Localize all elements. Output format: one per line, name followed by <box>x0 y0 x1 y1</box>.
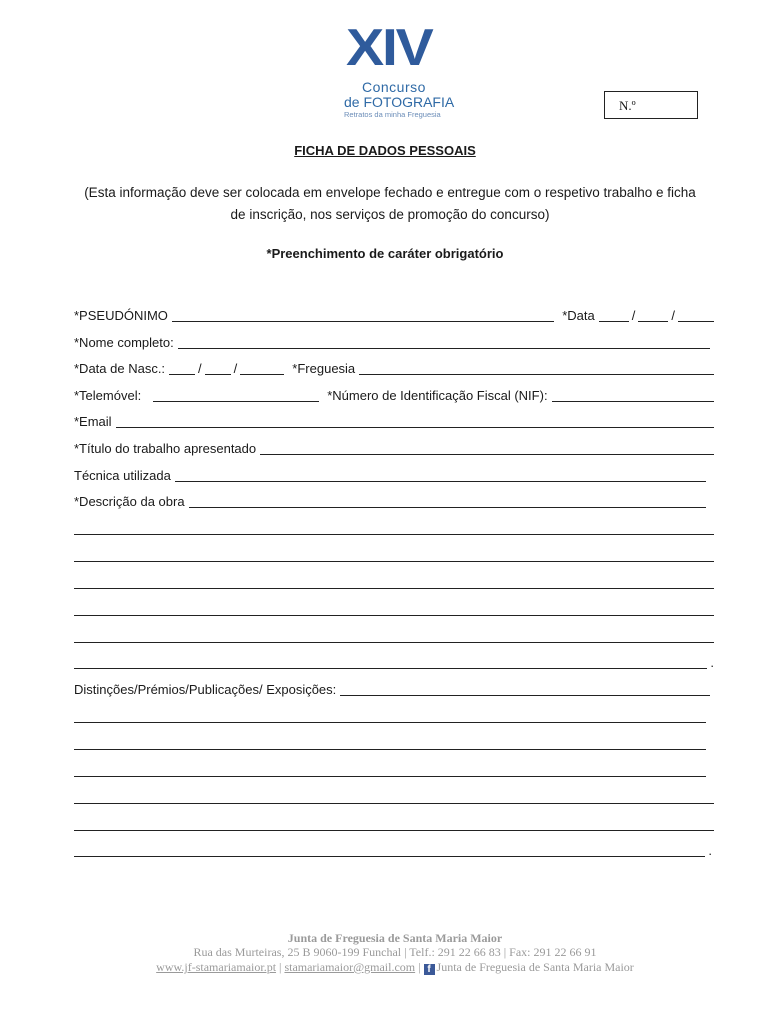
facebook-icon: f <box>424 964 435 975</box>
logo-line2: de FOTOGRAFIA <box>344 94 455 110</box>
full-name-label: *Nome completo: <box>74 335 174 350</box>
contest-logo <box>340 19 455 122</box>
distinctions-line-field[interactable] <box>74 708 706 723</box>
footer-links <box>0 960 770 975</box>
description-line <box>74 627 714 645</box>
footer-separator: | <box>279 960 282 974</box>
distinctions-line <box>74 815 714 833</box>
date-year-field[interactable] <box>678 307 714 322</box>
footer-organization: Junta de Freguesia de Santa Maria Maior <box>287 931 503 945</box>
distinctions-line-last <box>74 841 712 859</box>
birth-day-field[interactable] <box>169 360 195 375</box>
nif-label: *Número de Identificação Fiscal (NIF): <box>327 388 548 403</box>
footer-separator: | <box>418 960 421 974</box>
row-email <box>74 412 714 430</box>
distinctions-line-field[interactable] <box>74 842 705 857</box>
mandatory-note: *Preenchimento de caráter obrigatório <box>266 246 504 261</box>
description-line <box>74 519 714 537</box>
description-line-field[interactable] <box>74 574 714 589</box>
birth-slash: / <box>233 361 238 376</box>
date-label: *Data <box>562 308 595 323</box>
row-technique <box>74 466 706 484</box>
footer-address: Rua das Murteiras, 25 B 9060-199 Funchal | Telf.: 291 22 66 83 | Fax: 291 22 66 91 <box>193 945 597 959</box>
distinctions-line <box>74 734 706 752</box>
distinctions-line <box>74 761 706 779</box>
distinctions-line-field[interactable] <box>74 735 706 750</box>
description-label: *Descrição da obra <box>74 494 185 509</box>
distinctions-line-field[interactable] <box>74 789 714 804</box>
email-label: *Email <box>74 414 112 429</box>
logo-numeral: XIV <box>346 19 432 77</box>
nif-field[interactable] <box>552 387 714 402</box>
phone-field[interactable] <box>153 387 319 402</box>
description-line-field[interactable] <box>74 654 707 669</box>
parish-field[interactable] <box>359 360 714 375</box>
parish-label: *Freguesia <box>292 361 356 376</box>
technique-field[interactable] <box>175 467 706 482</box>
distinctions-line <box>74 788 714 806</box>
technique-label: Técnica utilizada <box>74 468 171 483</box>
distinctions-line <box>74 707 706 725</box>
description-field[interactable] <box>189 493 706 508</box>
description-line-field[interactable] <box>74 601 714 616</box>
row-full-name <box>74 333 710 351</box>
birth-date-label: *Data de Nasc.: <box>74 361 166 376</box>
date-slash: / <box>671 308 675 323</box>
date-day-field[interactable] <box>599 307 629 322</box>
full-name-field[interactable] <box>178 334 710 349</box>
birth-month-field[interactable] <box>205 360 231 375</box>
phone-label: *Telemóvel: <box>74 388 142 403</box>
date-slash: / <box>631 308 636 323</box>
work-title-label: *Título do trabalho apresentado <box>74 441 257 456</box>
description-line <box>74 546 714 564</box>
distinctions-field[interactable] <box>340 681 710 696</box>
facebook-page-link[interactable]: Junta de Freguesia de Santa Maria Maior <box>436 960 634 974</box>
row-work-title <box>74 439 714 457</box>
work-title-field[interactable] <box>260 440 714 455</box>
pseudonym-label: *PSEUDÓNIMO <box>74 308 168 323</box>
distinctions-line-field[interactable] <box>74 816 714 831</box>
line-end-period: . <box>708 843 712 858</box>
birth-year-field[interactable] <box>240 360 284 375</box>
description-line-field[interactable] <box>74 628 714 643</box>
instructions-note: (Esta informação deve ser colocada em envelope fechado e entregue com o respetivo trabalho e ficha de inscrição, nos serviços de promoção do concurso) <box>84 185 696 222</box>
line-end-period: . <box>710 655 714 670</box>
row-distinctions <box>74 680 710 698</box>
row-description <box>74 492 706 510</box>
row-birth-parish <box>74 359 714 377</box>
description-line <box>74 600 714 618</box>
pseudonym-field[interactable] <box>172 307 554 322</box>
row-phone-nif <box>74 386 714 404</box>
logo-line1: Concurso <box>362 79 426 95</box>
date-month-field[interactable] <box>638 307 668 322</box>
distinctions-line-field[interactable] <box>74 762 706 777</box>
email-link[interactable]: stamariamaior@gmail.com <box>284 960 416 974</box>
birth-slash: / <box>198 361 202 376</box>
description-line-field[interactable] <box>74 547 714 562</box>
form-title: FICHA DE DADOS PESSOAIS <box>294 143 476 158</box>
distinctions-label: Distinções/Prémios/Publicações/ Exposições: <box>74 682 337 697</box>
logo-tagline: Retratos da minha Freguesia <box>344 110 441 119</box>
entry-number-box[interactable]: N.º <box>604 91 698 119</box>
row-pseudonym <box>74 306 714 324</box>
description-line-field[interactable] <box>74 520 714 535</box>
description-line <box>74 573 714 591</box>
website-link[interactable]: www.jf-stamariamaior.pt <box>156 960 277 974</box>
description-line-last <box>74 653 714 671</box>
email-field[interactable] <box>116 413 714 428</box>
